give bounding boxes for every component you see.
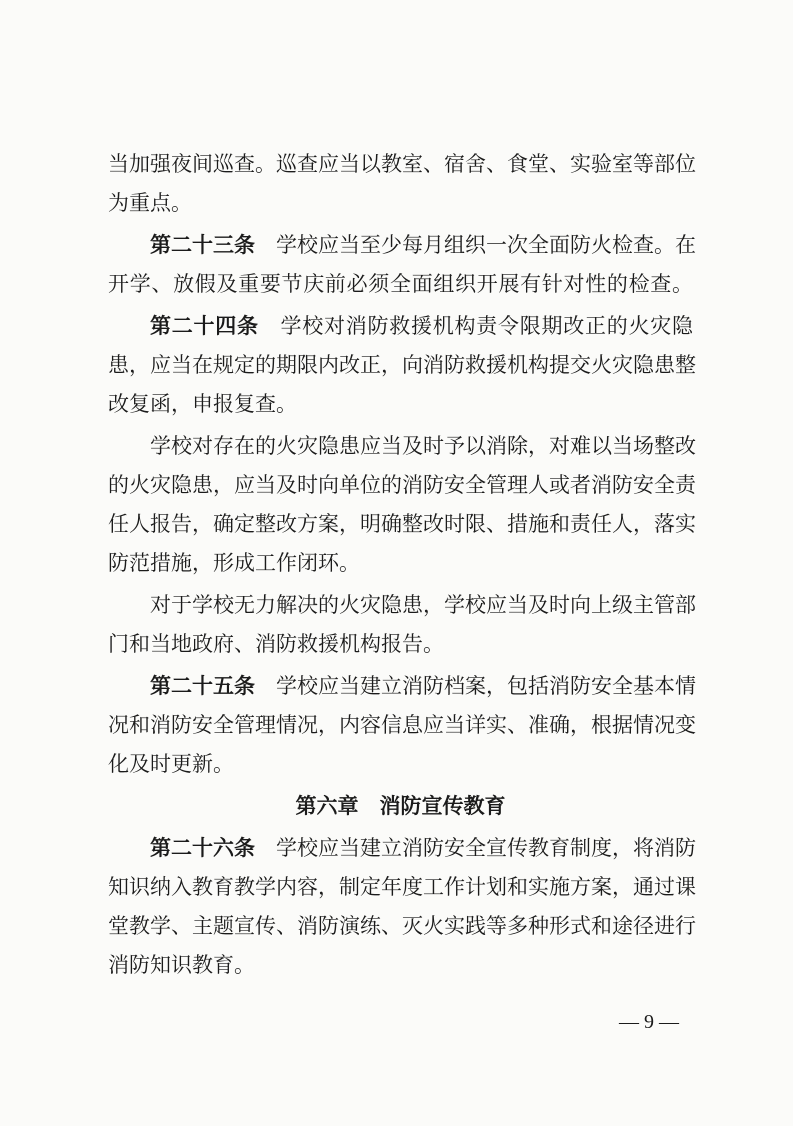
text-line: 患，应当在规定的期限内改正，向消防救援机构提交火灾隐患整 bbox=[108, 353, 696, 377]
text-line: 门和当地政府、消防救援机构报告。 bbox=[108, 632, 444, 656]
article-heading: 第二十三条 bbox=[150, 233, 255, 257]
article-heading: 第二十六条 bbox=[150, 836, 255, 860]
article-25 bbox=[108, 667, 696, 784]
text-line: 化及时更新。 bbox=[108, 752, 234, 776]
article-text: 学校对消防救援机构责令限期改正的火灾隐 bbox=[280, 314, 693, 338]
text-line bbox=[108, 307, 693, 346]
text-line: 况和消防安全管理情况，内容信息应当详实、准确，根据情况变 bbox=[108, 713, 696, 737]
text-line bbox=[108, 226, 696, 265]
text-line: 为重点。 bbox=[108, 191, 192, 215]
text-line: 开学、放假及重要节庆前必须全面组织开展有针对性的检查。 bbox=[108, 272, 693, 296]
article-heading: 第二十四条 bbox=[150, 314, 259, 338]
text-line: 消防知识教育。 bbox=[108, 953, 255, 977]
paragraph-continuation bbox=[108, 145, 696, 223]
page-number: — 9 — bbox=[619, 1011, 679, 1033]
text-line: 改复函，申报复查。 bbox=[108, 392, 297, 416]
text-line: 对于学校无力解决的火灾隐患，学校应当及时向上级主管部 bbox=[150, 593, 696, 617]
article-text: 学校应当建立消防档案，包括消防安全基本情 bbox=[276, 674, 696, 698]
article-heading: 第二十五条 bbox=[150, 674, 255, 698]
text-line bbox=[108, 667, 696, 706]
article-text: 学校应当建立消防安全宣传教育制度，将消防 bbox=[276, 836, 696, 860]
paragraph bbox=[108, 586, 696, 664]
body-text bbox=[108, 145, 696, 985]
chapter-title: 第六章 消防宣传教育 bbox=[295, 794, 506, 818]
article-24 bbox=[108, 307, 696, 424]
text-line: 防范措施，形成工作闭环。 bbox=[108, 551, 360, 575]
article-23 bbox=[108, 226, 696, 304]
article-text: 学校应当至少每月组织一次全面防火检查。在 bbox=[276, 233, 696, 257]
text-line: 堂教学、主题宣传、消防演练、灭火实践等多种形式和途径进行 bbox=[108, 914, 696, 938]
text-line: 知识纳入教育教学内容，制定年度工作计划和实施方案，通过课 bbox=[108, 875, 696, 899]
text-line: 任人报告，确定整改方案，明确整改时限、措施和责任人，落实 bbox=[108, 512, 696, 536]
text-line: 的火灾隐患，应当及时向单位的消防安全管理人或者消防安全责 bbox=[108, 473, 696, 497]
article-26 bbox=[108, 829, 696, 985]
text-line: 当加强夜间巡查。巡查应当以教室、宿舍、食堂、实验室等部位 bbox=[108, 152, 696, 176]
paragraph bbox=[108, 427, 696, 583]
text-line: 学校对存在的火灾隐患应当及时予以消除，对难以当场整改 bbox=[150, 434, 696, 458]
text-line bbox=[108, 829, 696, 868]
